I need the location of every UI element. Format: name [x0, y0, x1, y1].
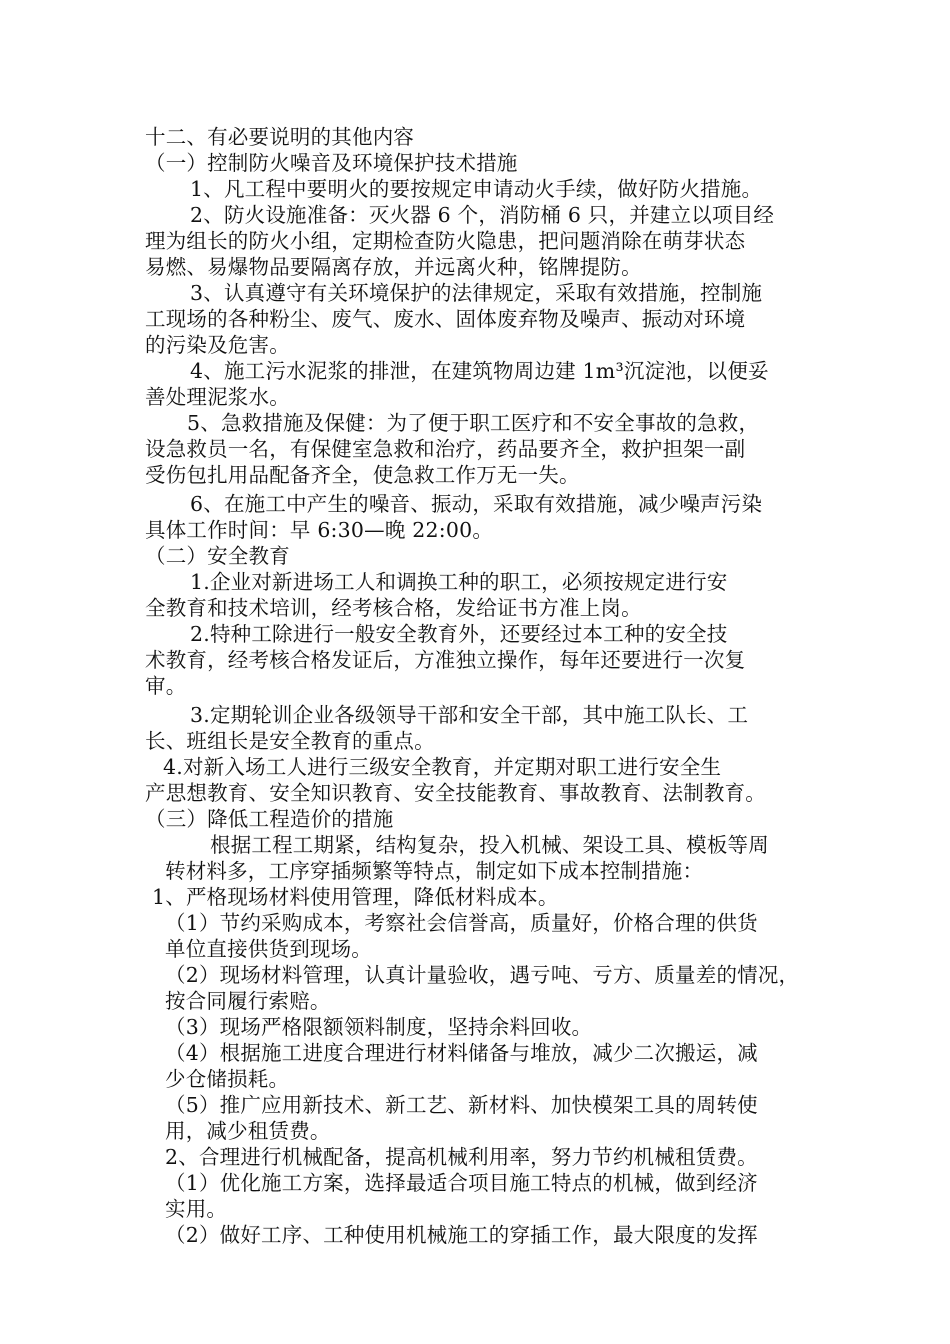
- paragraph-line: 少仓储损耗。: [165, 1067, 290, 1091]
- subsection-heading: （二）安全教育: [145, 544, 290, 568]
- paragraph-line: 6、在施工中产生的噪音、振动，采取有效措施，减少噪声污染: [190, 492, 763, 516]
- paragraph-line: 1、凡工程中要明火的要按规定申请动火手续，做好防火措施。: [190, 177, 763, 201]
- paragraph-line: 2.特种工除进行一般安全教育外，还要经过本工种的安全技: [190, 622, 728, 646]
- paragraph-line: （2）做好工序、工种使用机械施工的穿插工作，最大限度的发挥: [165, 1223, 758, 1247]
- paragraph-line: 具体工作时间：早 6:30—晚 22:00。: [145, 518, 494, 542]
- paragraph-line: （1）优化施工方案，选择最适合项目施工特点的机械，做到经济: [165, 1171, 758, 1195]
- paragraph-line: 1、严格现场材料使用管理，降低材料成本。: [152, 885, 559, 909]
- paragraph-line: 单位直接供货到现场。: [165, 937, 372, 961]
- paragraph-line: 按合同履行索赔。: [165, 989, 331, 1013]
- paragraph-line: 工现场的各种粉尘、废气、废水、固体废弃物及噪声、振动对环境: [145, 307, 746, 331]
- paragraph-line: 易燃、易爆物品要隔离存放，并远离火种，铭牌提防。: [145, 255, 642, 279]
- section-heading: 十二、有必要说明的其他内容: [145, 125, 415, 149]
- paragraph-line: 5、急救措施及保健：为了便于职工医疗和不安全事故的急救，: [187, 411, 760, 435]
- paragraph-line: 根据工程工期紧，结构复杂，投入机械、架设工具、模板等周: [210, 833, 769, 857]
- paragraph-line: 2、防火设施准备：灭火器 6 个，消防桶 6 只，并建立以项目经: [190, 203, 775, 227]
- paragraph-line: 理为组长的防火小组，定期检查防火隐患，把问题消除在萌芽状态: [145, 229, 746, 253]
- paragraph-line: （1）节约采购成本，考察社会信誉高，质量好，价格合理的供货: [165, 911, 758, 935]
- paragraph-line: 1.企业对新进场工人和调换工种的职工，必须按规定进行安: [190, 570, 728, 594]
- paragraph-line: 转材料多，工序穿插频繁等特点，制定如下成本控制措施：: [165, 859, 704, 883]
- paragraph-line: 善处理泥浆水。: [145, 385, 290, 409]
- paragraph-line: 全教育和技术培训，经考核合格，发给证书方准上岗。: [145, 596, 642, 620]
- paragraph-line: 用，减少租赁费。: [165, 1119, 331, 1143]
- paragraph-line: 4.对新入场工人进行三级安全教育，并定期对职工进行安全生: [163, 755, 722, 779]
- paragraph-line: （4）根据施工进度合理进行材料储备与堆放，减少二次搬运，减: [165, 1041, 758, 1065]
- paragraph-line: 审。: [145, 674, 187, 698]
- paragraph-line: （2）现场材料管理，认真计量验收，遇亏吨、亏方、质量差的情况，: [165, 963, 800, 987]
- subsection-heading: （一）控制防火噪音及环境保护技术措施: [145, 151, 518, 175]
- paragraph-line: 2、合理进行机械配备，提高机械利用率，努力节约机械租赁费。: [165, 1145, 758, 1169]
- paragraph-line: 受伤包扎用品配备齐全，使急救工作万无一失。: [145, 463, 580, 487]
- paragraph-line: 实用。: [165, 1197, 228, 1221]
- paragraph-line: 3.定期轮训企业各级领导干部和安全干部，其中施工队长、工: [190, 703, 749, 727]
- paragraph-line: 产思想教育、安全知识教育、安全技能教育、事故教育、法制教育。: [145, 781, 766, 805]
- paragraph-line: 3、认真遵守有关环境保护的法律规定，采取有效措施，控制施: [190, 281, 763, 305]
- paragraph-line: 长、班组长是安全教育的重点。: [145, 729, 435, 753]
- paragraph-line: 术教育，经考核合格发证后，方准独立操作，每年还要进行一次复: [145, 648, 746, 672]
- subsection-heading: （三）降低工程造价的措施: [145, 807, 394, 831]
- paragraph-line: （5）推广应用新技术、新工艺、新材料、加快模架工具的周转使: [165, 1093, 758, 1117]
- paragraph-line: 设急救员一名，有保健室急救和治疗，药品要齐全，救护担架一副: [145, 437, 746, 461]
- paragraph-line: 4、施工污水泥浆的排泄，在建筑物周边建 1m³沉淀池，以便妥: [190, 359, 769, 383]
- paragraph-line: 的污染及危害。: [145, 333, 290, 357]
- paragraph-line: （3）现场严格限额领料制度，坚持余料回收。: [165, 1015, 593, 1039]
